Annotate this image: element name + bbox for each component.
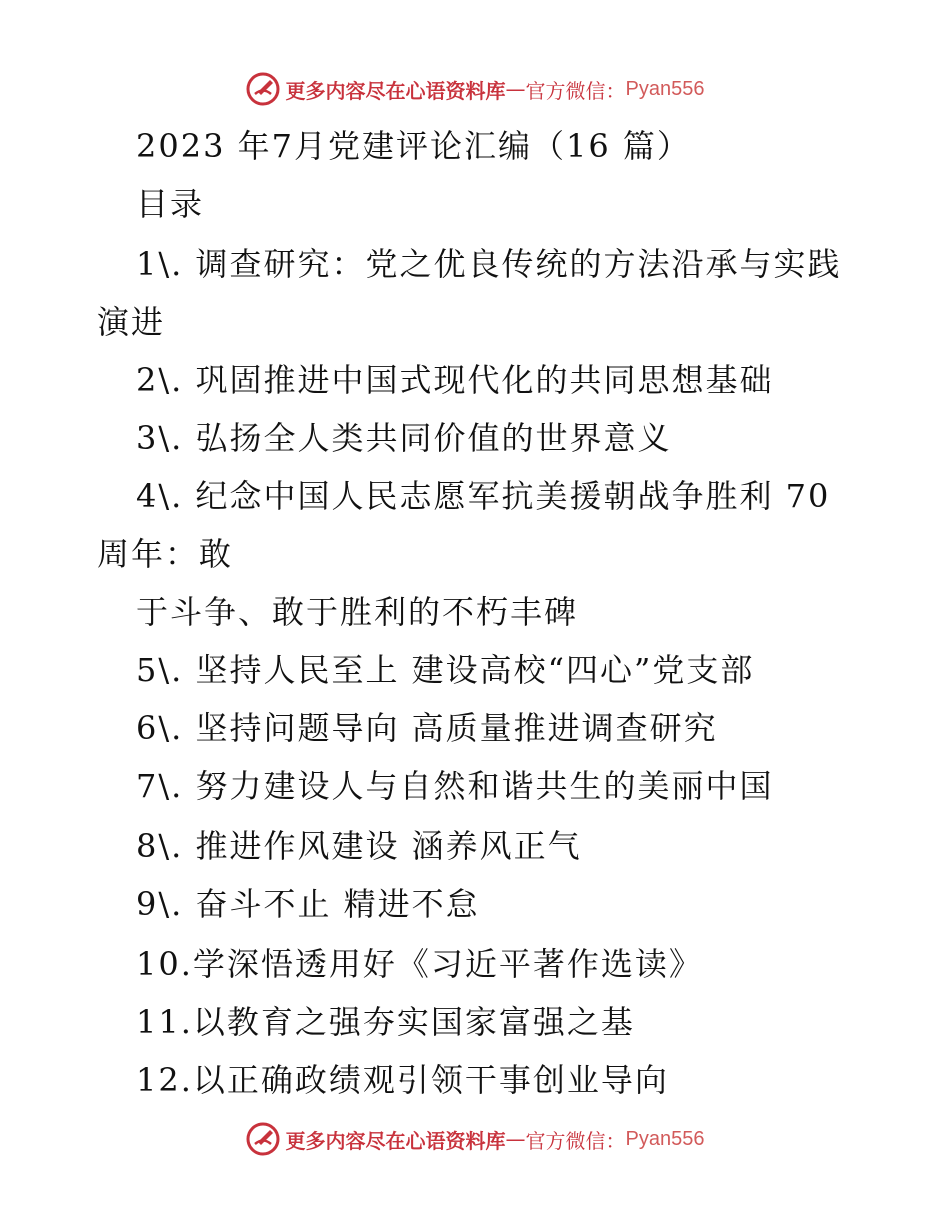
watermark-separator: — <box>505 77 526 101</box>
watermark-separator: — <box>505 1127 526 1151</box>
toc-line: 8\. 推进作风建设 涵养风正气 <box>136 827 582 865</box>
book-pen-logo-icon <box>246 1122 280 1156</box>
toc-line: 9\. 奋斗不止 精进不怠 <box>136 885 480 923</box>
watermark-wechat-label: 官方微信： <box>525 78 626 103</box>
toc-heading: 目录 <box>136 185 205 223</box>
watermark-wechat-id: Pyan556 <box>625 77 705 100</box>
toc-line: 12.以正确政绩观引领干事创业导向 <box>136 1061 669 1099</box>
toc-line: 2\. 巩固推进中国式现代化的共同思想基础 <box>136 361 774 399</box>
toc-line: 10.学深悟透用好《习近平著作选读》 <box>136 945 703 983</box>
toc-line: 演进 <box>97 303 166 341</box>
toc-line: 周年：敢 <box>97 535 234 573</box>
toc-line: 11.以教育之强夯实国家富强之基 <box>136 1003 635 1041</box>
document-title: 2023 年7月党建评论汇编（16 篇） <box>136 127 691 165</box>
toc-line: 4\. 纪念中国人民志愿军抗美援朝战争胜利 70 <box>136 477 831 515</box>
watermark-wechat-id: Pyan556 <box>625 1127 705 1150</box>
watermark-banner-top <box>0 72 950 106</box>
watermark-banner-bottom <box>0 1122 950 1156</box>
toc-line: 5\. 坚持人民至上 建设高校“四心”党支部 <box>136 651 755 689</box>
watermark-wechat-label: 官方微信： <box>525 1128 626 1153</box>
toc-line: 1\. 调查研究：党之优良传统的方法沿承与实践 <box>136 245 842 283</box>
watermark-library-text: 更多内容尽在心语资料库 <box>285 78 506 103</box>
toc-line: 7\. 努力建设人与自然和谐共生的美丽中国 <box>136 767 774 805</box>
toc-line: 3\. 弘扬全人类共同价值的世界意义 <box>136 419 672 457</box>
toc-line: 6\. 坚持问题导向 高质量推进调查研究 <box>136 709 718 747</box>
toc-line: 于斗争、敢于胜利的不朽丰碑 <box>136 593 579 631</box>
book-pen-logo-icon <box>246 72 280 106</box>
watermark-library-text: 更多内容尽在心语资料库 <box>285 1128 506 1153</box>
